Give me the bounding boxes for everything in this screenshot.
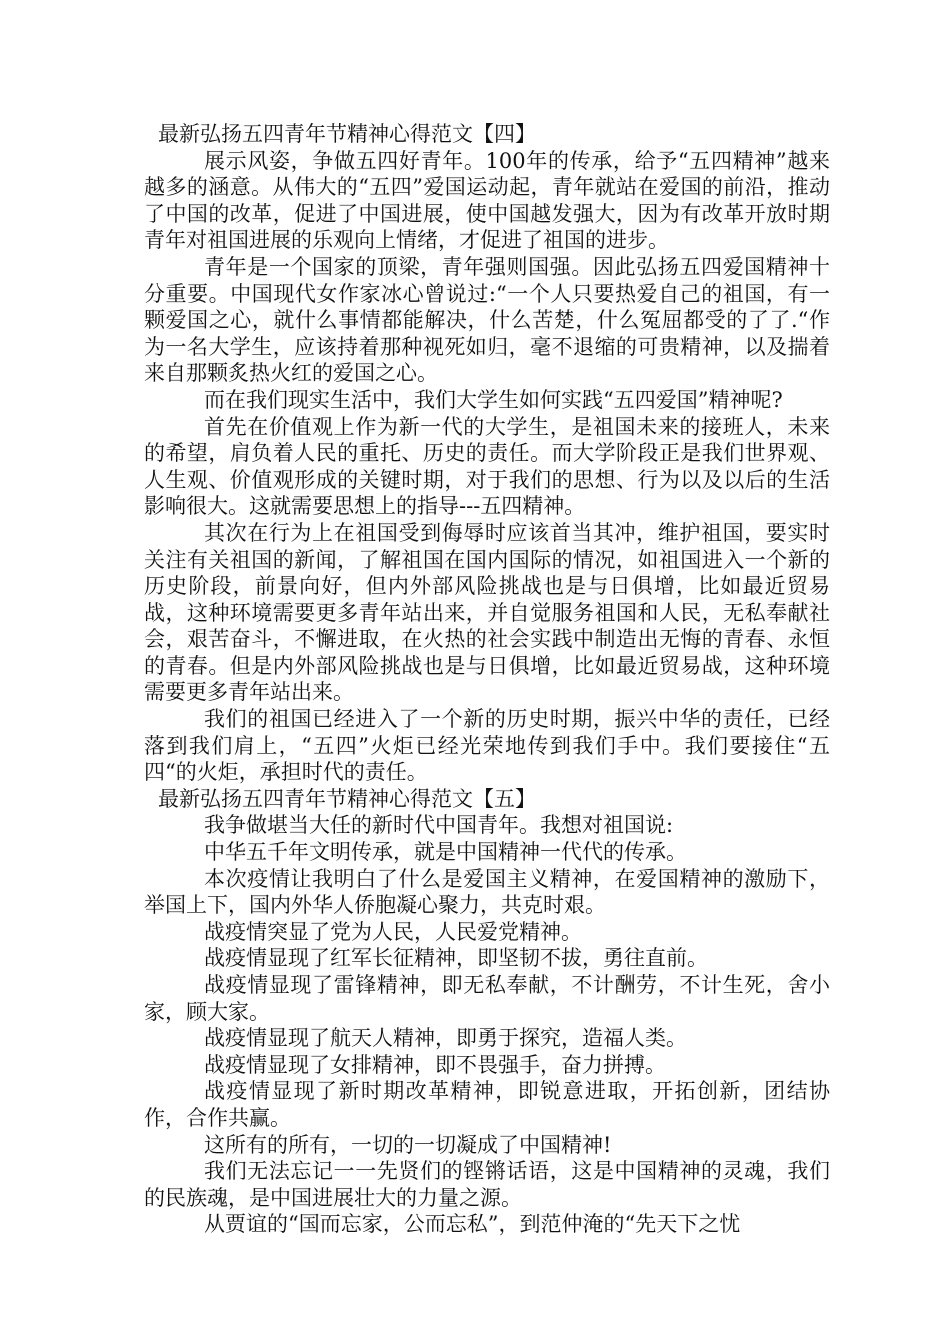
section-five-paragraph-2: 中华五千年文明传承，就是中国精神一代代的传承。 — [204, 840, 687, 865]
section-five-paragraph-12: 从贾谊的“国而忘家，公而忘私”，到范仲淹的“先天下之忧 — [204, 1212, 741, 1237]
section-four-paragraph-2: 青年是一个国家的顶梁，青年强则国强。因此弘扬五四爱国精神十分重要。中国现代女作家冰心曾说过:“一个人只要热爱自己的祖国，有一颗爱国之心，就什么事情都能解决，什么苦楚，什么冤屈都受的了了.“作为一名大学生，应该持着那种视死如归，毫不退缩的可贵精神，以及揣着来自那颗炙热火红的爱国之心。 — [144, 254, 830, 386]
section-four-paragraph-6: 我们的祖国已经进入了一个新的历史时期，振兴中华的责任，已经落到我们肩上，“五四”火炬已经光荣地传到我们手中。我们要接住“五四“的火炬，承担时代的责任。 — [144, 707, 830, 785]
section-four-paragraph-5: 其次在行为上在祖国受到侮辱时应该首当其冲，维护祖国，要实时关注有关祖国的新闻，了解祖国在国内国际的情况，如祖国进入一个新的历史阶段，前景向好，但内外部风险挑战也是与日俱增，比如最近贸易战，这种环境需要更多青年站出来，并自觉服务祖国和人民，无私奉献社会，艰苦奋斗，不懈进取，在火热的社会实践中制造出无悔的青春、永恒的青春。但是内外部风险挑战也是与日俱增，比如最近贸易战，这种环境需要更多青年站出来。 — [144, 520, 830, 705]
section-five-paragraph-1: 我争做堪当大任的新时代中国青年。我想对祖国说: — [204, 813, 674, 838]
section-five-heading: 最新弘扬五四青年节精神心得范文【五】 — [158, 786, 536, 811]
section-five-paragraph-8: 战疫情显现了女排精神，即不畏强手，奋力拼搏。 — [204, 1052, 666, 1077]
section-five-paragraph-9: 战疫情显现了新时期改革精神，即锐意进取，开拓创新，团结协作，合作共赢。 — [144, 1079, 830, 1130]
section-five-paragraph-6: 战疫情显现了雷锋精神，即无私奉献，不计酬劳，不计生死，舍小家，顾大家。 — [144, 973, 830, 1024]
section-five-paragraph-3: 本次疫情让我明白了什么是爱国主义精神，在爱国精神的激励下，举国上下，国内外华人侨胞凝心聚力，共克时艰。 — [144, 866, 830, 918]
section-five-paragraph-7: 战疫情显现了航天人精神，即勇于探究，造福人类。 — [204, 1026, 687, 1051]
section-four-paragraph-4: 首先在价值观上作为新一代的大学生，是祖国未来的接班人，未来的希望，肩负着人民的重托、历史的责任。而大学阶段正是我们世界观、人生观、价值观形成的关键时期，对于我们的思想、行为以及以后的生活影响很大。这就需要思想上的指导---五四精神。 — [144, 414, 830, 519]
section-five-paragraph-10: 这所有的所有，一切的一切凝成了中国精神! — [204, 1132, 612, 1157]
section-five-paragraph-11: 我们无法忘记一一先贤们的铿锵话语，这是中国精神的灵魂，我们的民族魂，是中国进展壮大的力量之源。 — [144, 1159, 830, 1210]
section-four-heading: 最新弘扬五四青年节精神心得范文【四】 — [158, 122, 536, 146]
section-five-paragraph-5: 战疫情显现了红军长征精神，即坚韧不拔，勇往直前。 — [204, 946, 708, 971]
document-body — [144, 121, 830, 1238]
section-four-paragraph-1: 展示风姿，争做五四好青年。100年的传承，给予“五四精神”越来越多的涵意。从伟大的“五四”爱国运动起，青年就站在爱国的前沿，推动了中国的改革，促进了中国进展，使中国越发强大，因为有改革开放时期青年对祖国进展的乐观向上情绪，才促进了祖国的进步。 — [144, 148, 830, 253]
section-four-paragraph-3: 而在我们现实生活中，我们大学生如何实践“五四爱国”精神呢? — [204, 387, 783, 412]
section-five-paragraph-4: 战疫情突显了党为人民，人民爱党精神。 — [204, 919, 582, 944]
